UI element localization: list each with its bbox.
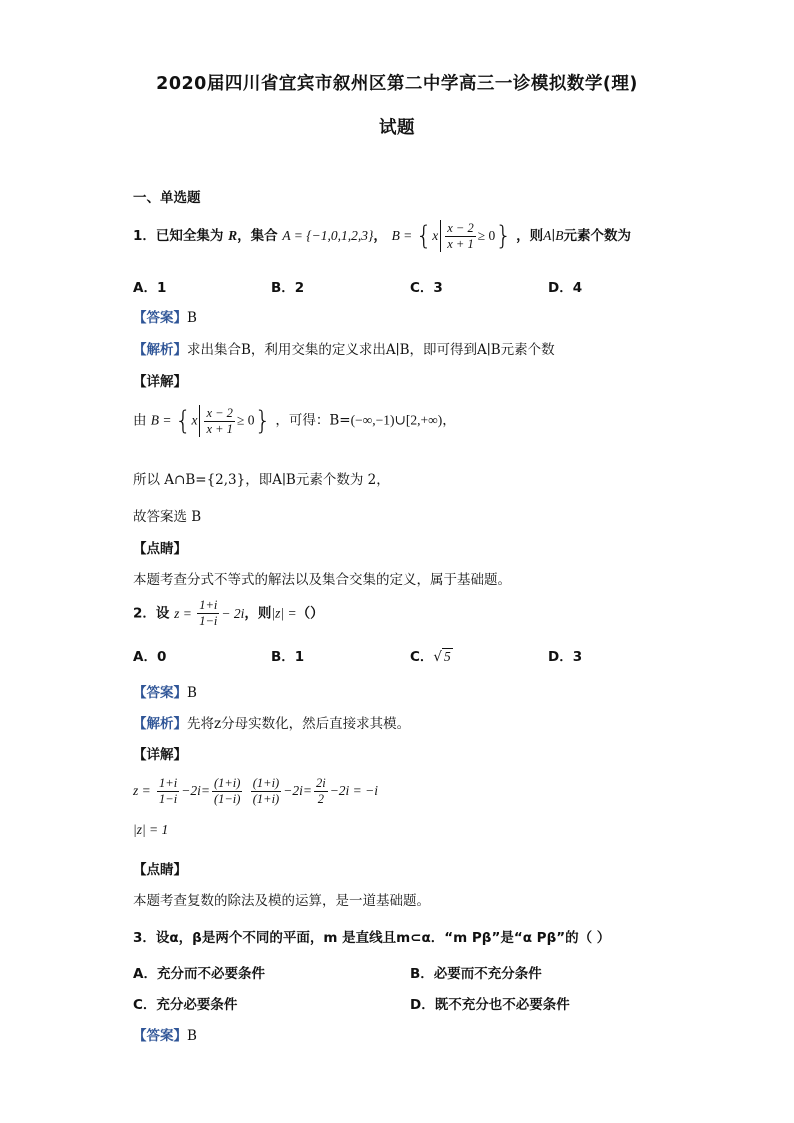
q2-analysis	[133, 712, 410, 732]
q3-option-b: B．必要而不充分条件	[410, 966, 542, 982]
q1-set-a: A = {−1,0,1,2,3}	[282, 228, 374, 243]
q2-comment-tag: 【点睛】	[133, 862, 187, 878]
q1-frac-num: x − 2	[447, 220, 474, 235]
q3-option-a: A．充分而不必要条件	[133, 966, 265, 982]
q2-calc-f4-num: 2i	[315, 776, 326, 790]
q2-calc-f4-den: 2	[317, 792, 324, 806]
q1-detail-line1: 由 B = {x $\frac{x - 2}{x + 1}$ ≥ 0} ，可得：B=(−∞,−1)∪[2,+∞)，	[133, 405, 456, 436]
q2-sqrt-val: 5	[444, 649, 451, 664]
q2-calc-frac3	[251, 776, 281, 807]
q1-comment: 本题考查分式不等式的解法以及集合交集的定义，属于基础题。	[133, 572, 511, 588]
q1-geq: ≥ 0	[477, 228, 496, 243]
q1-detail1-frac-den: x + 1	[206, 421, 233, 436]
q2-calc-f1-den: 1−i	[159, 792, 178, 806]
q2-option-c-label: C．	[410, 649, 434, 665]
q2-calc-mid: −2i=	[283, 783, 312, 798]
q1-detail-tag: 【详解】	[133, 374, 187, 390]
q2-abs-z: |z| =	[271, 605, 297, 621]
q1-detail-line3: 故答案选 B	[133, 509, 202, 525]
q3-option-d: D．既不充分也不必要条件	[410, 997, 570, 1013]
q2-option-d: D．3	[548, 649, 583, 665]
q3-answer	[133, 1024, 197, 1044]
q2-text3: （）	[296, 605, 324, 622]
q2-text1: 设	[155, 605, 170, 622]
q1-set-b: B = {x $\frac{x - 2}{x + 1}$ ≥ 0}	[391, 220, 512, 251]
q1-detail1-frac-num: x − 2	[206, 405, 233, 420]
q1-analysis-text: 求出集合B，利用交集的定义求出A∣B，即可得到A∣B元素个数	[187, 342, 555, 358]
q3-answer-value: B	[187, 1028, 197, 1044]
q1-detail1-fraction	[204, 406, 234, 437]
q2-text2: ，则	[244, 605, 272, 622]
q1-fraction	[445, 221, 475, 252]
q2-calc-f3-den: (1+i)	[252, 792, 280, 806]
q2-frac-num: 1+i	[199, 598, 218, 612]
q2-calc-f2-den: (1−i)	[213, 792, 241, 806]
q1-option-b: B．2	[271, 280, 305, 296]
q2-calc-end: −2i = −i	[329, 783, 379, 798]
q1-universal-set: R	[228, 228, 238, 243]
q2-detail-tag: 【详解】	[133, 747, 187, 763]
q1-detail1-mid: ，可得：B=	[275, 412, 351, 429]
q1-ab: A∣B	[543, 228, 564, 243]
q2-answer-value: B	[187, 685, 197, 701]
q3-stem	[133, 926, 610, 946]
q2-eq-tail: − 2i	[221, 605, 245, 621]
q2-calc-f2-num: (1+i)	[213, 776, 241, 790]
q1-text1: 已知全集为	[155, 228, 224, 244]
q3-number: 3．	[133, 930, 156, 946]
q2-option-b: B．1	[271, 649, 305, 665]
q2-comment: 本题考查复数的除法及模的运算，是一道基础题。	[133, 893, 430, 909]
q1-comment-tag: 【点睛】	[133, 541, 187, 557]
q1-detail1-b: B =	[150, 412, 175, 428]
q1-option-c: C．3	[410, 280, 443, 296]
doc-title-line1: 2020届四川省宜宾市叙州区第二中学高三一诊模拟数学(理)	[156, 74, 638, 94]
q2-stem	[133, 598, 324, 629]
q2-calc-z: z =	[133, 783, 151, 798]
q1-option-a: A．1	[133, 280, 167, 296]
q2-number: 2．	[133, 605, 156, 622]
doc-title-line2: 试题	[379, 118, 415, 138]
q1-option-d: D．4	[548, 280, 583, 296]
q3-answer-tag: 【答案】	[133, 1028, 187, 1044]
q1-analysis	[133, 338, 555, 358]
q1-number: 1．	[133, 228, 156, 244]
q1-text3: ，	[373, 228, 387, 244]
q2-calc-frac1	[157, 776, 179, 807]
q3-text: 设α，β是两个不同的平面，m 是直线且m⊂α．“m Pβ”是“α Pβ”的（ ）	[155, 930, 611, 946]
q2-analysis-text: 先将z分母实数化，然后直接求其模。	[187, 716, 411, 732]
q1-answer-value: B	[187, 310, 197, 326]
q2-calc-f3-num: (1+i)	[252, 776, 280, 790]
q1-detail1-geq: ≥ 0	[236, 412, 255, 428]
section-heading: 一、单选题	[133, 190, 201, 206]
q1-text5: 元素个数为	[563, 228, 632, 244]
q1-text2: ，集合	[237, 228, 278, 244]
q2-eq-lhs: z =	[174, 605, 196, 621]
q2-calc-frac4	[314, 776, 328, 807]
q1-frac-den: x + 1	[447, 236, 474, 251]
q1-detail1-pre: 由	[133, 412, 147, 429]
q2-answer-tag: 【答案】	[133, 685, 187, 701]
q1-answer	[133, 306, 197, 326]
q2-analysis-tag: 【解析】	[133, 716, 187, 732]
q2-calc-abs: |z| = 1	[133, 822, 169, 837]
q2-sqrt5: √ 5	[433, 649, 451, 665]
q2-calc-minus2i: −2i=	[181, 783, 210, 798]
q2-answer	[133, 681, 197, 701]
q2-fraction	[197, 598, 219, 629]
q1-detail1-interval: (−∞,−1)∪[2,+∞)，	[350, 412, 456, 428]
q2-option-a: A．0	[133, 649, 167, 665]
q1-detail-line2: 所以 A∩B={2,3}，即A∣B元素个数为 2，	[133, 472, 390, 488]
q3-option-c: C．充分必要条件	[133, 997, 238, 1013]
q2-calc-f1-num: 1+i	[159, 776, 178, 790]
q1-answer-tag: 【答案】	[133, 310, 187, 326]
q1-text4: ，则	[516, 228, 544, 244]
q2-frac-den: 1−i	[199, 614, 218, 628]
q1-analysis-tag: 【解析】	[133, 342, 187, 358]
q2-calc-line	[133, 776, 378, 807]
q1-stem	[133, 220, 631, 252]
q1-set-b-label: B =	[391, 228, 416, 243]
q2-equation	[174, 598, 245, 628]
q2-calc-frac2	[212, 776, 242, 807]
q2-option-c	[410, 645, 453, 665]
